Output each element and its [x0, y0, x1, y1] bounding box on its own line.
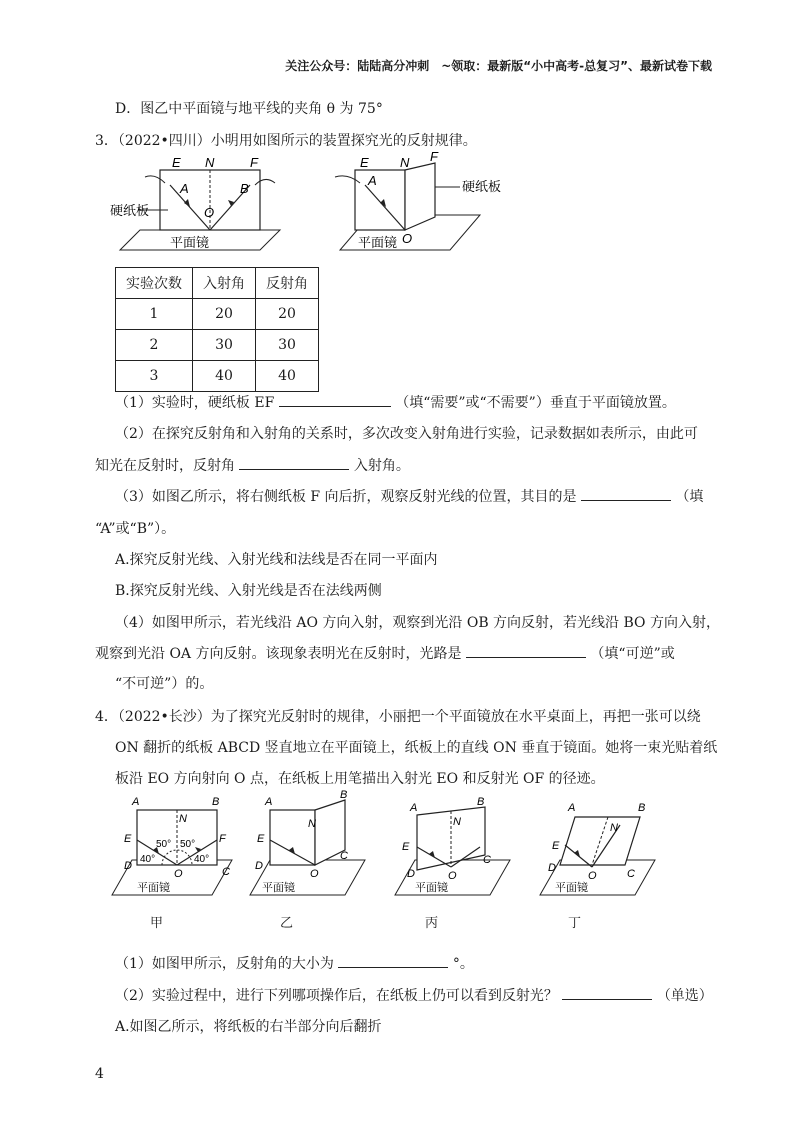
angle-label: 50° [180, 839, 196, 850]
q3-part3-line2: “A”或“B”）。 [95, 521, 176, 537]
q3-p2-text-b: 知光在反射时，反射角 [95, 458, 235, 474]
table-cell: 2 [116, 330, 193, 361]
q4-figure-ding [530, 795, 660, 915]
label-mirror: 平面镜 [137, 882, 170, 894]
table-cell: 20 [256, 299, 319, 330]
q3-part4-line3: “不可逆”）的。 [115, 676, 214, 692]
q4-part2 [115, 985, 713, 1005]
answer-blank[interactable] [239, 455, 349, 470]
q3-part3-line1 [115, 486, 703, 506]
label-a: A [265, 796, 273, 808]
label-d: D [124, 860, 132, 872]
label-c: C [222, 866, 230, 878]
answer-blank[interactable] [279, 392, 391, 407]
q4-figure-bing [395, 795, 515, 915]
table-row [116, 299, 319, 330]
q3-part4-line2 [95, 643, 675, 663]
q4-figure-yi [250, 789, 370, 915]
label-mirror: 平面镜 [415, 882, 448, 894]
table-header: 实验次数 [116, 268, 193, 299]
q4-figure-jia [112, 795, 242, 915]
q3-data-table [115, 267, 319, 392]
q4-option-a: A.如图乙所示，将纸板的右半部分向后翻折 [115, 1019, 382, 1035]
label-e: E [257, 833, 265, 845]
label-o: O [448, 870, 457, 882]
q4-p2-text-b: （单选） [656, 988, 713, 1004]
q3-part4-line1: （4）如图甲所示，若光线沿 AO 方向入射，观察到光沿 OB 方向反射，若光线沿 BO 方向入射， [115, 615, 720, 631]
label-d: D [255, 860, 263, 872]
label-f: F [250, 155, 258, 170]
label-c: C [483, 854, 491, 866]
label-n: N [400, 155, 410, 170]
label-o: O [588, 870, 597, 882]
q3-figure-left [110, 155, 310, 255]
label-mirror: 平面镜 [555, 882, 588, 894]
table-cell: 3 [116, 361, 193, 392]
q3-figure-right [330, 149, 530, 255]
label-b: B [340, 789, 348, 801]
table-cell: 20 [193, 299, 256, 330]
label-n: N [453, 816, 461, 828]
angle-label: 40° [140, 854, 156, 865]
q3-part2-line2 [95, 455, 410, 475]
answer-blank[interactable] [581, 486, 671, 501]
table-row [116, 330, 319, 361]
table-cell: 30 [256, 330, 319, 361]
angle-label: 40° [194, 854, 210, 865]
label-mirror: 平面镜 [262, 882, 295, 894]
label-n: N [308, 818, 316, 830]
table-header: 反射角 [256, 268, 319, 299]
label-a: A [368, 173, 377, 188]
label-mirror: 平面镜 [358, 235, 398, 250]
label-n: N [205, 155, 215, 170]
caption-ding: 丁 [568, 916, 582, 931]
q4-part1 [115, 953, 474, 973]
q3-p4-text-c: （填“可逆”或 [590, 646, 675, 662]
q3-option-b: B.探究反射光线、入射光线是否在法线两侧 [115, 583, 382, 599]
q3-part1 [115, 392, 676, 412]
table-cell: 40 [256, 361, 319, 392]
caption-bing: 丙 [425, 916, 439, 931]
caption-yi: 乙 [280, 916, 294, 931]
q4-p1-text-a: （1）如图甲所示，反射角的大小为 [115, 956, 334, 972]
q4-stem-line2: ON 翻折的纸板 ABCD 竖直地立在平面镜上，纸板上的直线 ON 垂直于镜面。她将一束光贴着纸 [115, 740, 718, 756]
label-n: N [610, 822, 618, 834]
label-e: E [360, 155, 369, 170]
label-c: C [340, 850, 348, 862]
label-o: O [174, 868, 183, 880]
table-cell: 1 [116, 299, 193, 330]
label-b: B [477, 796, 485, 808]
angle-label: 50° [156, 839, 172, 850]
label-e: E [402, 841, 410, 853]
table-row [116, 361, 319, 392]
q4-p1-text-b: °。 [452, 956, 474, 972]
label-a: A [180, 181, 189, 196]
label-c: C [627, 868, 635, 880]
label-e: E [172, 155, 181, 170]
label-b: B [212, 796, 220, 808]
label-mirror: 平面镜 [170, 235, 210, 250]
answer-blank[interactable] [562, 985, 652, 1000]
label-a: A [132, 796, 140, 808]
label-d: D [407, 868, 415, 880]
label-f: F [219, 833, 226, 845]
q3-part2-line1: （2）在探究反射角和入射角的关系时，多次改变入射角进行实验，记录数据如表所示，由此可 [115, 426, 698, 442]
answer-blank[interactable] [338, 953, 448, 968]
q3-p2-text-c: 入射角。 [353, 458, 410, 474]
answer-blank[interactable] [466, 643, 586, 658]
q3-p4-text-b: 观察到光沿 OA 方向反射。该现象表明光在反射时，光路是 [95, 646, 462, 662]
caption-jia: 甲 [150, 916, 164, 931]
q4-stem-line1: 4．（2022•长沙）为了探究光反射时的规律，小丽把一个平面镜放在水平桌面上，再把一张可以绕 [95, 709, 701, 725]
q3-p3-text-b: （填 [675, 489, 704, 505]
label-n: N [179, 813, 187, 825]
label-e: E [552, 840, 560, 852]
label-e: E [124, 833, 132, 845]
label-a: A [568, 802, 576, 814]
q3-stem: 3．（2022•四川）小明用如图所示的装置探究光的反射规律。 [95, 133, 477, 149]
q3-option-a: A.探究反射光线、入射光线和法线是否在同一平面内 [115, 552, 438, 568]
label-o: O [204, 205, 215, 220]
table-header: 入射角 [193, 268, 256, 299]
label-card: 硬纸板 [110, 203, 150, 218]
q2-option-d: D．图乙中平面镜与地平线的夹角 θ 为 75° [115, 101, 383, 117]
label-b: B [638, 802, 646, 814]
label-f: F [430, 149, 438, 164]
label-d: D [548, 862, 556, 874]
label-b: B [240, 181, 249, 196]
page-header: 关注公众号：陆陆高分冲刺 ~领取：最新版“小中高考-总复习”、最新试卷下载 [285, 59, 712, 73]
table-cell: 40 [193, 361, 256, 392]
label-a: A [410, 802, 418, 814]
label-card: 硬纸板 [462, 179, 502, 194]
label-o: O [310, 868, 319, 880]
q3-p3-text-a: （3）如图乙所示，将右侧纸板 F 向后折，观察反射光线的位置，其目的是 [115, 489, 577, 505]
label-o: O [402, 231, 413, 246]
table-header-row [116, 268, 319, 299]
q4-stem-line3: 板沿 EO 方向射向 O 点，在纸板上用笔描出入射光 EO 和反射光 OF 的径迹。 [115, 771, 605, 787]
table-cell: 30 [193, 330, 256, 361]
q3-p1-text-b: （填“需要”或“不需要”）垂直于平面镜放置。 [395, 395, 676, 411]
q3-p1-text-a: （1）实验时，硬纸板 EF [115, 395, 275, 411]
page-number: 4 [95, 1066, 104, 1082]
q4-p2-text-a: （2）实验过程中，进行下列哪项操作后，在纸板上仍可以看到反射光？ [115, 988, 558, 1004]
